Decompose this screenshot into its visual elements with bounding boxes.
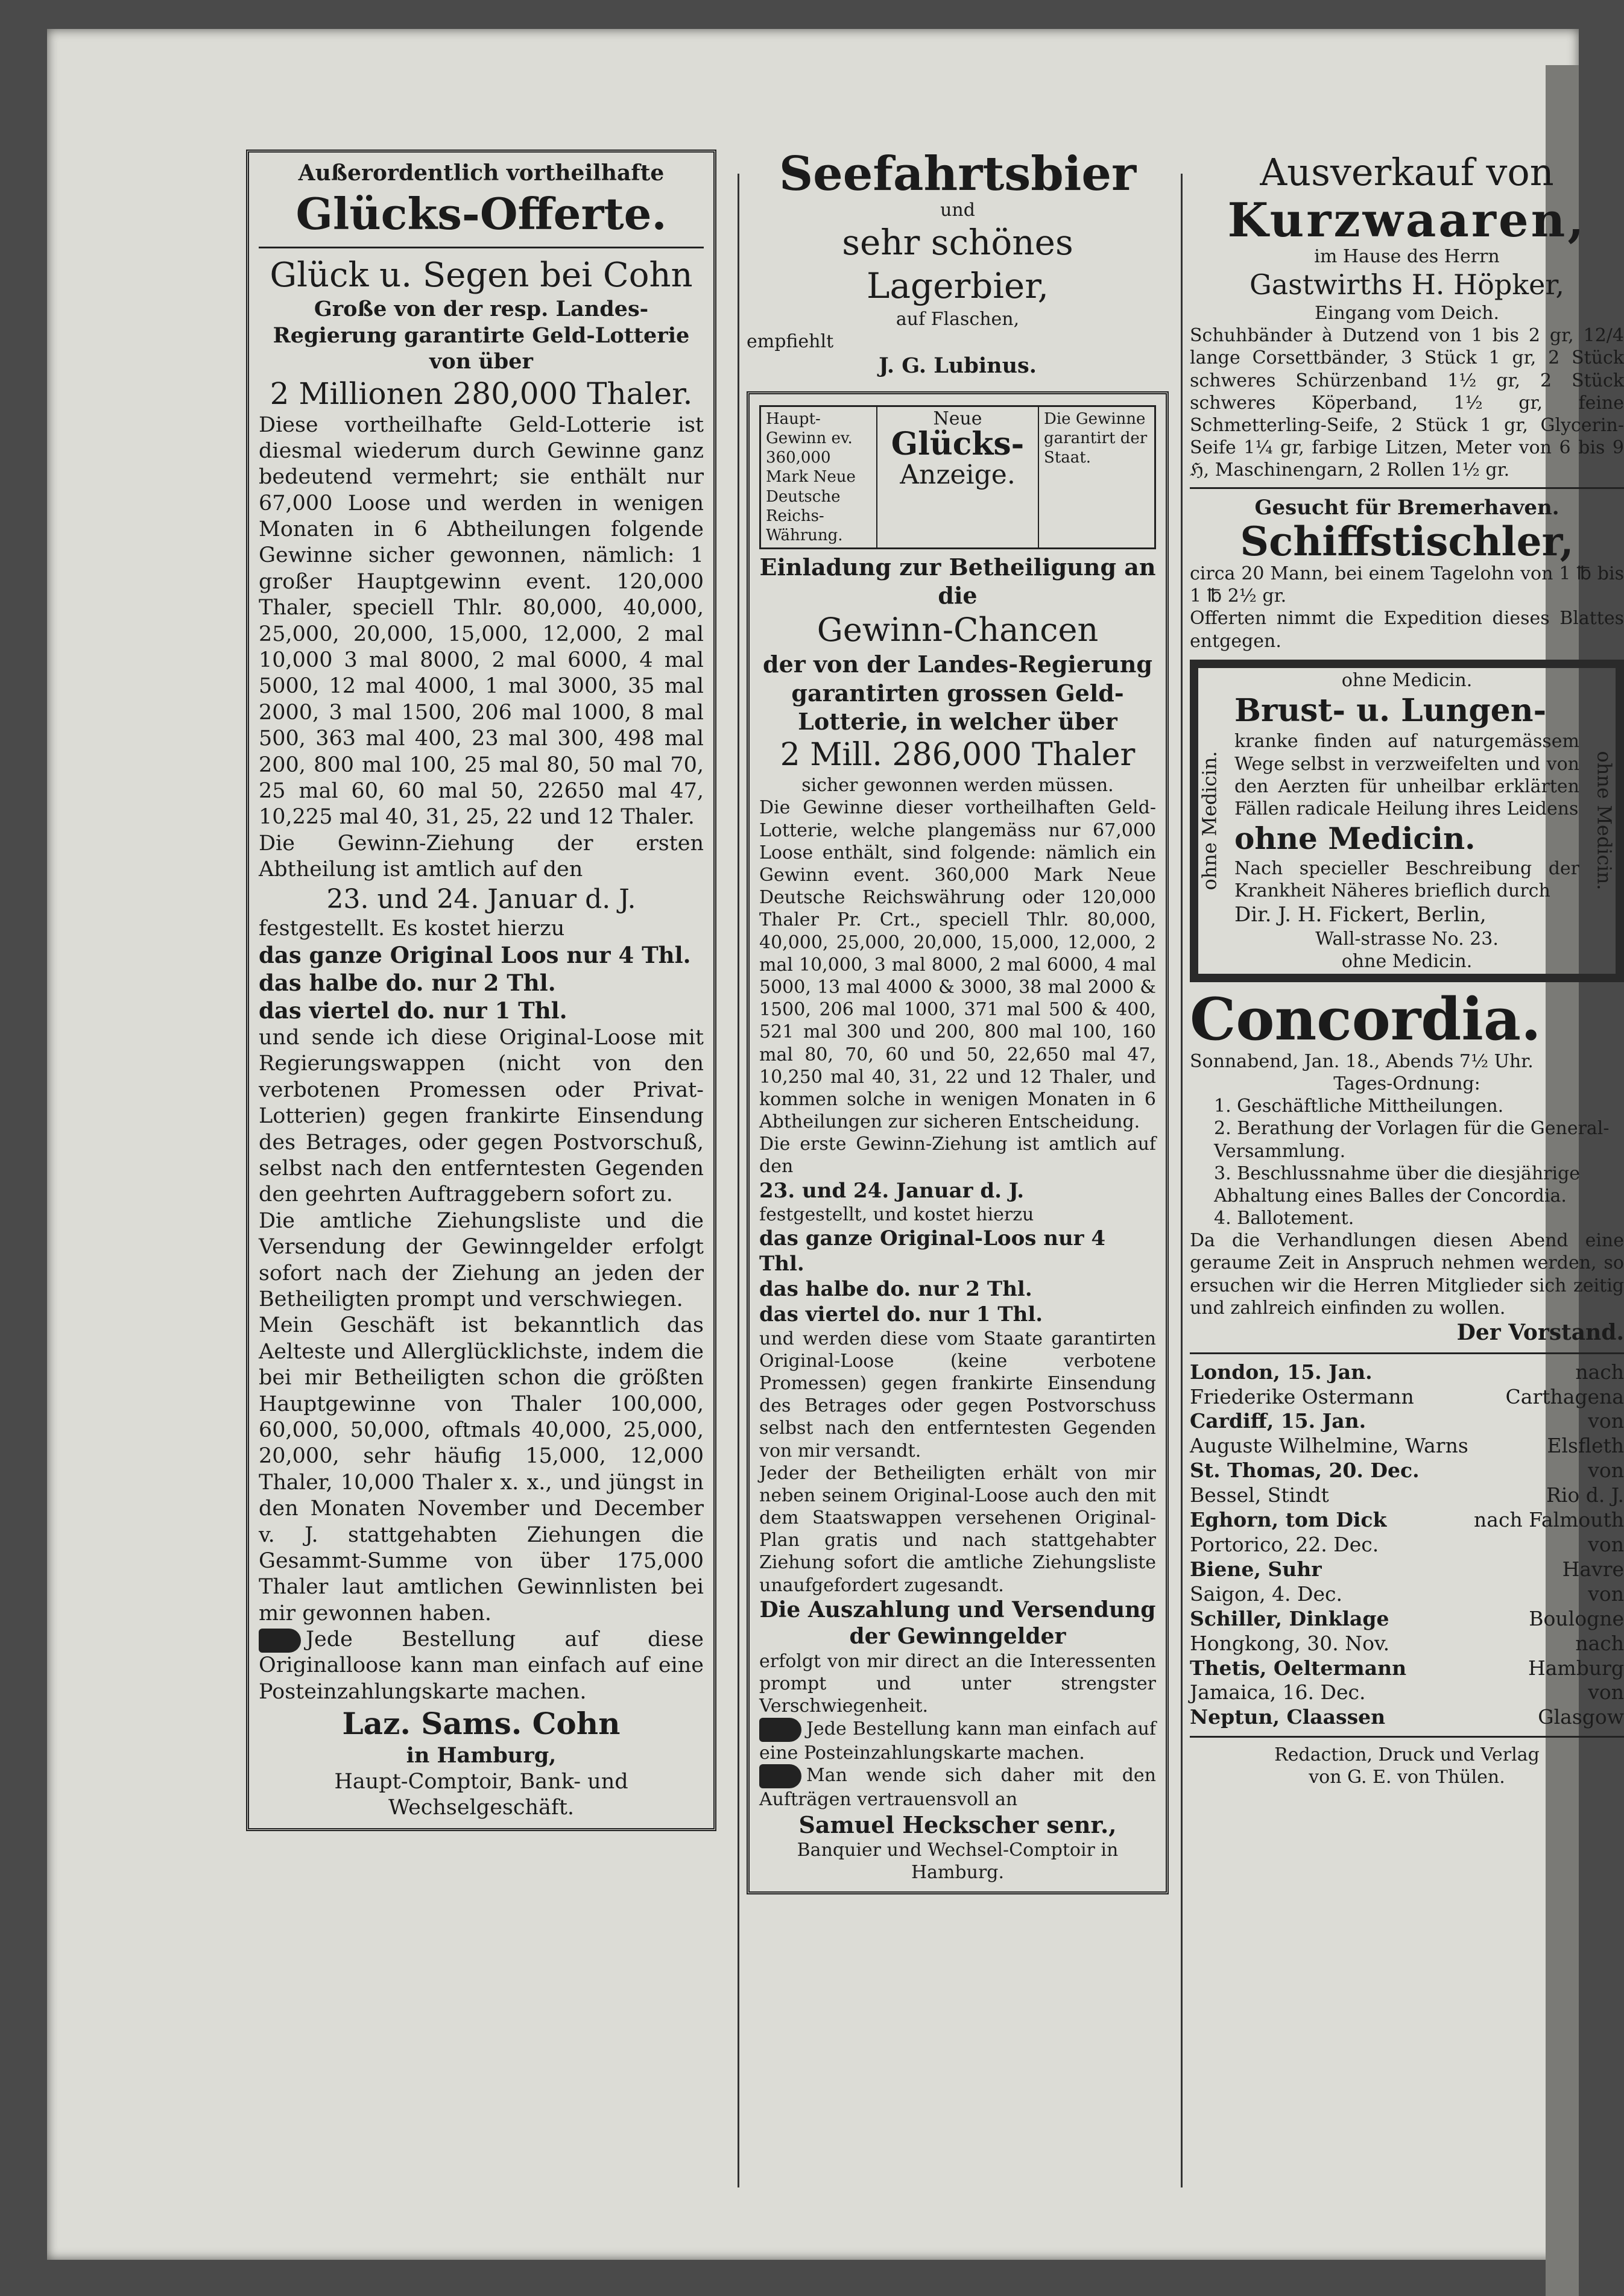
agenda-item: 3. Beschlussnahme über die diesjährige Abhaltung eines Balles der Concordia. <box>1214 1162 1581 1206</box>
sale-house: im Hause des Herrn <box>1314 245 1500 267</box>
heckscher-ad <box>747 391 1169 1894</box>
concordia-title: Concordia. <box>1190 985 1541 1053</box>
anzeige-label: Anzeige. <box>900 459 1016 490</box>
sale-entrance: Eingang vom Deich. <box>1314 302 1500 324</box>
draw-date: 23. und 24. Januar d. J. <box>326 883 636 915</box>
wanted-contact: Offerten nimmt die Expedition dieses Blattes entgegen. <box>1190 608 1624 652</box>
ship-port: Biene, Suhr <box>1190 1557 1322 1581</box>
column-divider <box>738 174 739 2187</box>
price-whole: das ganze Original Loos nur 4 Thl. <box>259 942 691 969</box>
ship-row <box>1190 1434 1624 1459</box>
concordia-date: Sonnabend, Jan. 18., Abends 7½ Uhr. <box>1190 1050 1534 1072</box>
pointing-hand-icon <box>759 1764 801 1788</box>
payout-info: erfolgt von mir direct an die Interessenten prompt und unter strengster Verschwiegenheit. <box>759 1651 1156 1717</box>
gewinn-chancen: Gewinn-Chancen <box>817 610 1099 649</box>
ship-destination: Glasgow <box>1538 1705 1624 1729</box>
frame-bottom-label: ohne Medicin. <box>1341 950 1473 972</box>
price-intro: festgestellt, und kostet hierzu <box>759 1203 1034 1225</box>
wanted-title: Schiffstischler, <box>1240 517 1574 565</box>
draw-info: Die Gewinn-Ziehung der ersten Abtheilung ist amtlich auf den <box>259 831 704 882</box>
shipping-info: und sende ich diese Original-Loose mit Regierungswappen (nicht von den verbotenen Promessen oder Privat-Lotterien) gegen frankirte Einsendung des Betrages, oder gegen Postvorschuß, selbst nach den entferntesten Gegenden den geehrten Auftraggebern sofort zu. <box>259 1026 704 1207</box>
concordia-signature: Der Vorstand. <box>1456 1320 1624 1346</box>
beer-title-2: sehr schönes Lagerbier, <box>842 222 1073 306</box>
med-address: Wall-strasse No. 23. <box>1315 928 1499 950</box>
ship-row <box>1190 1680 1624 1705</box>
prize-list: Die Gewinne dieser vortheilhaften Geld-Lotterie, welche plangemäss nur 67,000 Loose enthält, sind folgende: nämlich ein Gewinn event. 360,000 Mark Neue Deutsche Reichswährung oder 120,000 Thaler Pr. Crt., speciell Thlr. 80,000, 40,000, 25,000, 20,000, 15,000, 12,000, 2 mal 10,000, 3 mal 8000, 2 mal 6000, 4 mal 5000, 13 mal 4000 & 3000, 38 mal 2000 & 1500, 206 mal 1000, 371 mal 500 & 400, 521 mal 300 und 200, 800 mal 100, 160 mal 80, 70, 60 und 50, 22,650 mal 47, 10,250 mal 40, 31, 22 und 12 Thaler, und kommen solche in wenigen Monaten in 6 Abtheilungen zur sicheren Entscheidung. <box>759 797 1156 1133</box>
order-info: Jede Bestellung kann man einfach auf eine Posteinzahlungskarte machen. <box>759 1718 1156 1764</box>
beer-recommends: empfiehlt <box>747 331 834 353</box>
concordia-note: Da die Verhandlungen diesen Abend eine geraume Zeit in Anspruch nehmen werden, so ersuchen wir die Herren Mitglieder sich zeitig und zahlreich einfinden zu wollen. <box>1190 1230 1624 1319</box>
signature-name: Laz. Sams. Cohn <box>342 1706 621 1742</box>
imprint-1: Redaction, Druck und Verlag <box>1274 1744 1540 1766</box>
ship-destination: Hamburg <box>1528 1656 1624 1680</box>
ship-destination: nach <box>1575 1631 1624 1655</box>
invitation-2: der von der Landes-Regierung garantirten grossen Geld-Lotterie, in welcher über <box>763 651 1152 735</box>
neue-label: Neue <box>933 408 982 429</box>
wanted-terms: circa 20 Mann, bei einem Tagelohn von 1 ℔ bis 1 ℔ 2½ gr. <box>1190 563 1624 607</box>
price-intro: festgestellt. Es kostet hierzu <box>259 916 565 941</box>
ship-port: Neptun, Claassen <box>1190 1705 1386 1729</box>
header-box <box>759 405 1156 550</box>
signature-firm: Haupt-Comptoir, Bank- und Wechselgeschäft. <box>334 1769 628 1820</box>
beer-sub: auf Flaschen, <box>896 308 1020 330</box>
ship-destination: von <box>1588 1459 1624 1483</box>
million-line: 2 Millionen 280,000 Thaler. <box>270 376 693 411</box>
ship-destination: nach <box>1575 1360 1624 1384</box>
signature-firm: Banquier und Wechsel-Comptoir in Hamburg. <box>797 1840 1119 1884</box>
ship-row <box>1190 1607 1624 1632</box>
ship-port: Cardiff, 15. Jan. <box>1190 1409 1366 1433</box>
column-3 <box>1190 150 1624 2127</box>
med-doctor: Dir. J. H. Fickert, Berlin, <box>1234 903 1487 927</box>
pointing-hand-icon <box>759 1718 801 1742</box>
contact-info: Man wende sich daher mit den Aufträgen vertrauensvoll an <box>759 1764 1156 1810</box>
price-quarter: das viertel do. nur 1 Thl. <box>259 997 567 1024</box>
med-text: kranke finden auf naturgemässem Wege selbst in verzweifelten und von den Aerzten für unheilbar erklärten Fällen radicale Heilung ihres Leidens <box>1234 731 1579 819</box>
ship-row <box>1190 1656 1624 1681</box>
draw-info: Die erste Gewinn-Ziehung ist amtlich auf den <box>759 1134 1156 1178</box>
ship-port: Jamaica, 16. Dec. <box>1190 1680 1366 1705</box>
payout-info: Die amtliche Ziehungsliste und die Versendung der Gewinngelder erfolgt sofort nach der Ziehung an jeden der Betheiligten prompt und verschwiegen. <box>259 1208 704 1311</box>
agenda-item: 4. Ballotement. <box>1214 1208 1354 1229</box>
ship-row <box>1190 1459 1624 1483</box>
frame-right-label: ohne Medicin. <box>1593 751 1616 891</box>
ship-destination: Boulogne <box>1529 1606 1624 1630</box>
ship-destination: nach Falmouth <box>1474 1508 1624 1532</box>
ad-border <box>246 150 716 1831</box>
column-2 <box>747 147 1169 2127</box>
ship-destination: von <box>1588 1680 1624 1705</box>
divider <box>259 247 704 248</box>
ship-destination: Rio d. J. <box>1546 1483 1624 1507</box>
shipping-news <box>1190 1360 1624 1730</box>
ship-row <box>1190 1508 1624 1533</box>
business-info: Mein Geschäft ist bekanntlich das Aelteste und Allerglücklichste, indem die bei mir Betheiligten schon die größten Hauptgewinne von Thaler 100,000, 60,000, 50,000, oftmals 40,000, 25,000, 20,000, sehr häufig 15,000, 12,000 Thaler, 10,000 Thaler x. x., und jüngst in den Monaten November und December v. J. stattgehabten Ziehungen die Gesammt-Summe von über 175,000 Thaler laut amtlichen Gewinnlisten bei mir gewonnen haben. <box>259 1313 704 1626</box>
order-info: Jede Bestellung auf diese Originalloose kann man einfach auf eine Posteinzahlungskarte machen. <box>259 1627 704 1704</box>
price-quarter: das viertel do. nur 1 Thl. <box>759 1302 1043 1327</box>
draw-date: 23. und 24. Januar d. J. <box>759 1178 1025 1203</box>
frame-top-label: ohne Medicin. <box>1341 669 1473 691</box>
med-text-2: Nach specieller Beschreibung der Krankheit Näheres brieflich durch <box>1234 858 1579 902</box>
plan-info: Jeder der Betheiligten erhält von mir neben seinem Original-Loose auch den mit dem Staatswappen versehenen Original-Plan gratis und nach stattgehabter Ziehung sofort die amtliche Ziehungsliste unaufgefordert zugesandt. <box>759 1462 1156 1596</box>
cohn-lottery-ad <box>246 150 716 2127</box>
price-half: das halbe do. nur 2 Thl. <box>259 970 556 997</box>
divider <box>1190 1352 1624 1354</box>
ship-row <box>1190 1360 1624 1385</box>
sale-items: Schuhbänder à Dutzend von 1 bis 2 gr, 12/4 lange Corsettbänder, 3 Stück 1 gr, 2 Stück schweres Schürzenband 1½ gr, 2 Stück schweres Köperband, 1½ gr, feine Schmetterling-Seife, 2 Stück 1 gr, Glycerin-Seife 1¼ gr, farbige Litzen, Meter von 6 bis 9 ℌ, Maschinengarn, 2 Rollen 1½ gr. <box>1190 325 1624 481</box>
millions-line: 2 Mill. 286,000 Thaler <box>780 736 1136 773</box>
invitation: Einladung zur Betheiligung an die <box>759 554 1156 610</box>
ship-row <box>1190 1582 1624 1607</box>
ship-port: St. Thomas, 20. Dec. <box>1190 1459 1420 1483</box>
ad-title: Glücks-Offerte. <box>295 188 667 239</box>
signature-name: Samuel Heckscher senr., <box>798 1811 1117 1839</box>
agenda-list <box>1190 1095 1624 1229</box>
ship-row <box>1190 1409 1624 1434</box>
agenda-heading: Tages-Ordnung: <box>1333 1073 1480 1094</box>
ship-port: Portorico, 22. Dec. <box>1190 1533 1379 1557</box>
guarantee-box: Die Gewinne garantirt der Staat. <box>1038 407 1154 548</box>
ship-port: Thetis, Oeltermann <box>1190 1656 1407 1680</box>
med-title: Brust- u. Lungen- <box>1234 692 1547 729</box>
agenda-item: 1. Geschäftliche Mittheilungen. <box>1214 1096 1504 1117</box>
column-divider <box>1181 174 1183 2187</box>
main-prize-box: Haupt-Gewinn ev. 360,000 Mark Neue Deutsche Reichs-Währung. <box>761 407 877 548</box>
ship-destination: von <box>1588 1533 1624 1557</box>
beer-title: Seefahrtsbier <box>779 147 1137 201</box>
ship-row <box>1190 1483 1624 1508</box>
divider <box>1190 487 1624 489</box>
ship-port: Schiller, Dinklage <box>1190 1606 1389 1630</box>
price-half: das halbe do. nur 2 Thl. <box>759 1277 1032 1302</box>
gluecks-label: Glücks- <box>891 426 1025 463</box>
invitation-3: sicher gewonnen werden müssen. <box>801 775 1114 796</box>
beer-und: und <box>940 199 975 221</box>
sale-title: Ausverkauf von <box>1260 150 1554 194</box>
ship-destination: Carthagena <box>1505 1384 1624 1408</box>
ship-row <box>1190 1385 1624 1410</box>
ship-row <box>1190 1533 1624 1557</box>
ship-port: Friederike Ostermann <box>1190 1384 1414 1408</box>
slogan: Glück u. Segen bei Cohn <box>270 255 693 295</box>
ship-destination: von <box>1588 1582 1624 1606</box>
signature-city: in Hamburg, <box>406 1743 557 1768</box>
fickert-ad <box>1190 660 1624 982</box>
intro: Große von der resp. Landes-Regierung garantirte Geld-Lotterie von über <box>273 297 690 374</box>
imprint-2: von G. E. von Thülen. <box>1309 1767 1505 1788</box>
ship-destination: von <box>1588 1409 1624 1433</box>
divider <box>1190 1736 1624 1738</box>
ship-row <box>1190 1557 1624 1582</box>
prize-list: Diese vortheilhafte Geld-Lotterie ist diesmal wiederum durch Gewinne ganz bedeutend vermehrt; sie enthält nur 67,000 Loose und werden in wenigen Monaten in 6 Abtheilungen folgende Gewinne sicher gewonnen, nämlich: 1 großer Hauptgewinn event. 120,000 Thaler, speciell Thlr. 80,000, 40,000, 25,000, 20,000, 15,000, 12,000, 2 mal 10,000 3 mal 8000, 2 mal 6000, 4 mal 5000, 12 mal 4000, 1 mal 3000, 35 mal 2000, 3 mal 1500, 206 mal 1000, 8 mal 500, 363 mal 400, 23 mal 300, 498 mal 200, 800 mal 100, 25 mal 80, 50 mal 70, 25 mal 60, 60 mal 50, 22650 mal 47, 10,225 mal 40, 31, 25, 22 und 12 Thaler. <box>259 412 704 830</box>
payout-heading: Die Auszahlung und Versendung der Gewinngelder <box>759 1597 1156 1650</box>
ship-port: Eghorn, tom Dick <box>1190 1508 1387 1532</box>
ad-headline: Außerordentlich vortheilhafte <box>298 160 665 186</box>
ship-port: Bessel, Stindt <box>1190 1483 1329 1507</box>
pointing-hand-icon <box>259 1629 301 1653</box>
ship-port: London, 15. Jan. <box>1190 1360 1373 1384</box>
shipping-info: und werden diese vom Staate garantirten Original-Loose (keine verbotene Promessen) gegen frankirte Einsendung des Betrages oder gegen Postvorschuss selbst nach den entferntesten Gegenden von mir versandt. <box>759 1328 1156 1462</box>
agenda-item: 2. Berathung der Vorlagen für die General-Versammlung. <box>1214 1118 1610 1162</box>
newspaper-page <box>47 29 1624 2260</box>
ship-port: Hongkong, 30. Nov. <box>1190 1631 1390 1655</box>
wanted-heading: Gesucht für Bremerhaven. <box>1254 496 1559 520</box>
sale-host: Gastwirths H. Höpker, <box>1250 268 1564 301</box>
ship-row <box>1190 1705 1624 1730</box>
price-whole: das ganze Original-Loos nur 4 Thl. <box>759 1226 1106 1276</box>
ship-port: Auguste Wilhelmine, Warns <box>1190 1434 1468 1458</box>
ship-port: Saigon, 4. Dec. <box>1190 1582 1342 1606</box>
ship-destination: Havre <box>1562 1557 1624 1581</box>
ship-row <box>1190 1632 1624 1656</box>
sale-title-2: Kurzwaaren, <box>1227 192 1587 248</box>
beer-seller: J. G. Lubinus. <box>879 353 1037 379</box>
ship-destination: Elsfleth <box>1547 1434 1624 1458</box>
frame-left-label: ohne Medicin. <box>1198 751 1221 891</box>
med-ohne: ohne Medicin. <box>1234 821 1476 857</box>
